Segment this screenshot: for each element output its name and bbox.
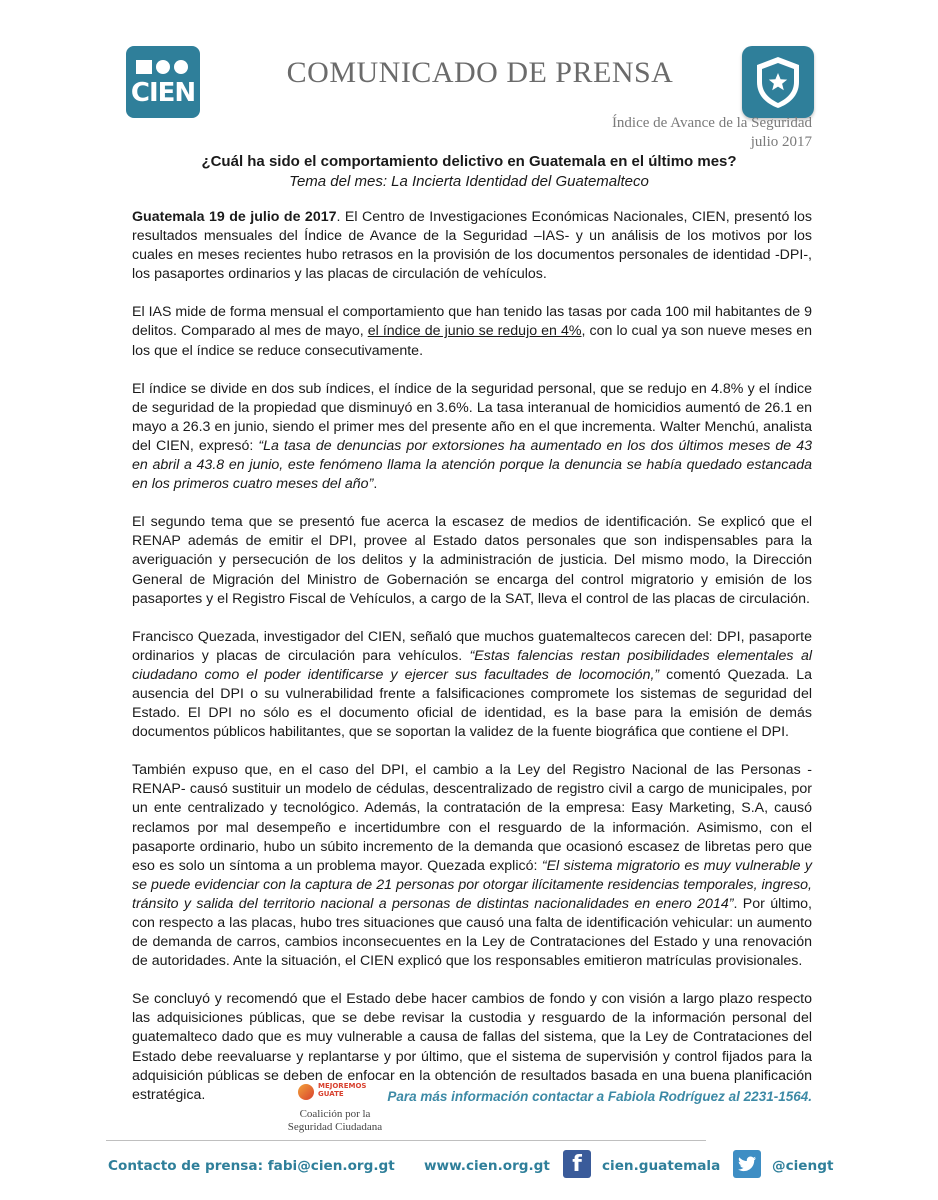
article-body: [132, 208, 812, 1124]
dateline: Guatemala 19 de julio de 2017: [132, 209, 337, 225]
paragraph-1: [132, 208, 812, 284]
index-period: julio 2017: [750, 134, 812, 150]
paragraph-text: El IAS mide de forma mensual el comportamiento que han tenido las tasas por cada 100 mil habitantes de 9 delitos. Comparado al mes de mayo,: [132, 304, 812, 340]
quote: “El sistema migratorio es muy vulnerable y se puede evidenciar con la captura de 21 personas por otorgar ilícitamente residencias temporales, ingreso, tránsito y salida del territorio nacional a personas de distintas nacionalidades en enero 2014”: [132, 857, 813, 912]
facebook-handle[interactable]: cien.guatemala: [602, 1158, 721, 1174]
underlined-highlight: el índice de junio se redujo en 4%: [367, 323, 582, 340]
coalicion-name: [280, 1108, 390, 1134]
headline-theme: Tema del mes: La Incierta Identidad del Guatemalteco: [289, 173, 649, 190]
mejoremos-guate-text: [318, 1082, 374, 1098]
cien-logo-mark: [136, 60, 190, 74]
index-name: Índice de Avance de la Seguridad: [611, 115, 812, 131]
brand-line: MEJOREMOS: [318, 1082, 367, 1090]
facebook-icon[interactable]: f: [563, 1150, 591, 1178]
footer: [108, 1150, 838, 1186]
shield-star-graphic: [742, 46, 814, 118]
paragraph-text: . Por último, con respecto a las placas, hubo tres situaciones que causó una falta de identificación vehicular: un aumento de demanda de carros, cambios inconsecuentes en la Ley de Contrataciones del Estado y una renovación de autoridades. Ante la situación, el CIEN explicó que los responsables emitieron matrículas provisionales.: [132, 895, 812, 970]
paragraph-text: . El Centro de Investigaciones Económicas Nacionales, CIEN, presentó los resultados mensuales del Índice de Avance de la Seguridad –IAS- y un análisis de los motivos por los cuales en meses recientes hubo retrasos en la provisión de los documentos personales de identidad -DPI-, los pasaportes ordinarios y las placas de circulación de vehículos.: [132, 209, 812, 283]
headline: [0, 152, 938, 192]
website-link[interactable]: www.cien.org.gt: [424, 1158, 550, 1174]
paragraph-text: También expuso que, en el caso del DPI, el cambio a la Ley del Registro Nacional de las Personas -RENAP- causó sustituir un modelo de cédulas, descentralizado de registro civil a cargo de municipales, por un ente centralizado y tecnológico. Además, la contratación de la empresa: Easy Marketing, S.A, causó reclamos por mal desempeño e incertidumbre con el resguardo de la información. Asimismo, con el pasaporte ordinario, hubo un súbito incremento de la demanda que ocasionó escasez de libretas pero que eso es solo un síntoma a un problema mayor. Quezada explicó:: [132, 762, 812, 874]
quote: “La tasa de denuncias por extorsiones ha aumentado en los dos últimos meses de 43 en abril a 43.8 en junio, este fenómeno llama la atención porque la denuncia se había quedado estancada en los primeros cuatro meses del año”: [132, 437, 812, 493]
logo-dot: [156, 60, 170, 74]
index-subtitle: [612, 114, 812, 152]
brand-line: GUATE: [318, 1090, 344, 1098]
quote: “Estas falencias restan posibilidades elementales al ciudadano como el poder identificarse y ejercer sus facultades de locomoción,”: [132, 647, 812, 683]
logo-dot: [174, 60, 188, 74]
logo-block: [136, 60, 152, 74]
paragraph-4: El segundo tema que se presentó fue acerca la escasez de medios de identificación. Se explicó que el RENAP además de emitir el DPI, provee al Estado datos personales que son indispensables para la averiguación y persecución de los delitos y la administración de justicia. Del mismo modo, la Dirección General de Migración del Ministro de Gobernación se encarga del control migratorio y emisión de los pasaportes y el Registro Fiscal de Vehículos, a cargo de la SAT, lleva el control de las placas de circulación.: [132, 514, 812, 607]
paragraph-text: El índice se divide en dos sub índices, el índice de la seguridad personal, que se redujo en 4.8% y el índice de seguridad de la propiedad que disminuyó en 3.6%. La tasa interanual de homicidios aumentó de 26.1 en mayo a 26.3 en junio, siendo el primer mes del presente año en el que incrementa. Walter Menchú, analista del CIEN, expresó:: [132, 380, 812, 454]
paragraph-text: , con lo cual ya son nueve meses en los que el índice se reduce consecutivamente.: [132, 323, 812, 359]
paragraph-5: [132, 628, 812, 743]
coalicion-logo: [280, 1082, 390, 1138]
coalicion-name-line: Coalición por la: [299, 1108, 371, 1120]
paragraph-6: [132, 761, 812, 971]
coalicion-name-line: Seguridad Ciudadana: [287, 1121, 383, 1133]
headline-question: ¿Cuál ha sido el comportamiento delictivo en Guatemala en el último mes?: [201, 153, 737, 170]
more-info-contact: Para más información contactar a Fabiola Rodríguez al 2231-1564.: [387, 1089, 812, 1104]
twitter-icon[interactable]: [733, 1150, 761, 1178]
paragraph-2: [132, 303, 812, 360]
cien-logo-text: CIEN: [130, 78, 196, 108]
paragraph-text: comentó Quezada. La ausencia del DPI o su vulnerabilidad frente a falsificaciones compromete los sistemas de seguridad del Estado. El DPI no sólo es el documento oficial de identidad, es la base para la emisión de demás documentos públicos habilitantes, que se soportan la validez de la fuente biográfica que contiene el DPI.: [132, 666, 812, 741]
paragraph-text: Francisco Quezada, investigador del CIEN, señaló que muchos guatemaltecos carecen del: DPI, pasaporte ordinarios y placas de circulación para vehículos.: [132, 628, 812, 664]
twitter-handle[interactable]: @ciengt: [772, 1158, 834, 1174]
footer-divider: [106, 1140, 706, 1141]
mejoremos-guate-icon: [298, 1084, 314, 1100]
paragraph-7: Se concluyó y recomendó que el Estado debe hacer cambios de fondo y con visión a largo plazo respecto las adquisiciones públicas, que se debe revisar la custodia y resguardo de la información personal del guatemalteco dado que es muy vulnerable a causa de fallas del sistema, que la Ley de Contrataciones del Estado debe reevaluarse y replantarse y por último, que el sistema de supervisión y control fijados para la adquisición públicas se deben de enfocar en la obtención de resultados basada en una buena planificación estratégica.: [132, 991, 812, 1103]
paragraph-text: .: [373, 476, 378, 493]
mejoremos-guate-mark: [298, 1082, 368, 1102]
page-title: COMUNICADO DE PRENSA: [286, 56, 674, 89]
cien-logo: [126, 46, 200, 118]
press-contact-email[interactable]: Contacto de prensa: fabi@cien.org.gt: [108, 1158, 395, 1174]
paragraph-3: [132, 380, 812, 495]
shield-star-icon: [742, 46, 814, 118]
